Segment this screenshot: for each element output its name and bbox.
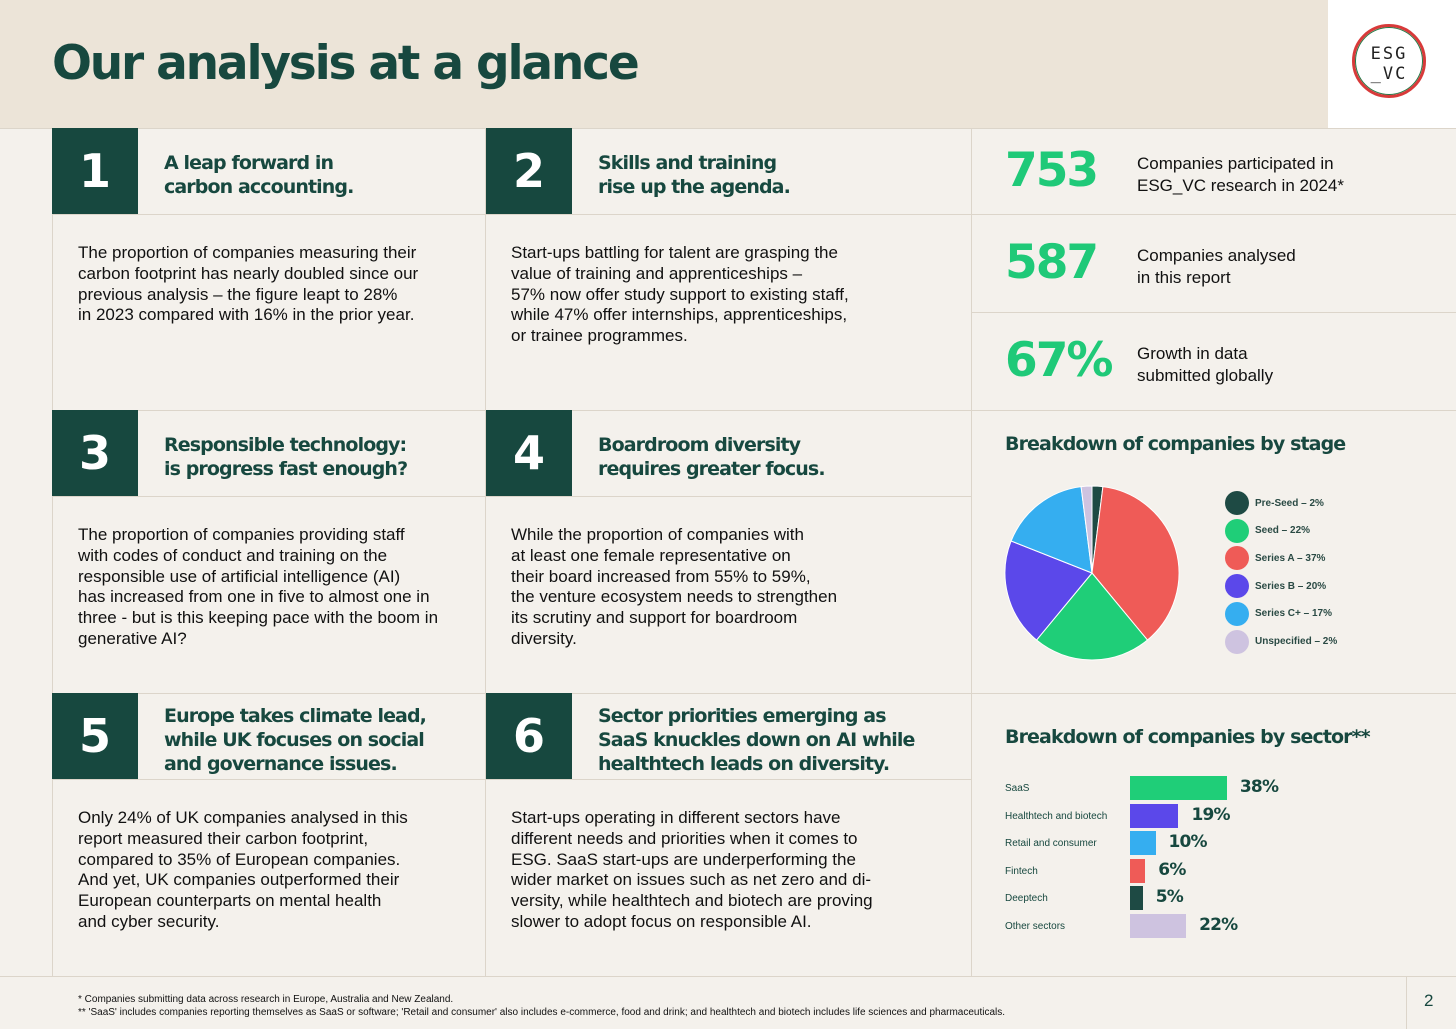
- finding-heading-3: [164, 433, 407, 481]
- finding-number-3: 3: [52, 410, 138, 496]
- finding-body-4: While the proportion of companies with at least one female representative on their board increased from 55% to 59%, the venture ecosystem needs to strengthen its scrutiny and support for boardroom diversity.: [511, 525, 838, 648]
- divider: [0, 976, 1456, 977]
- divider: [971, 128, 972, 976]
- bar: [1130, 859, 1145, 883]
- divider: [52, 128, 53, 976]
- divider: [52, 496, 972, 497]
- bar-category-label: Deeptech: [1005, 893, 1048, 904]
- bar-category-label: Retail and consumer: [1005, 838, 1097, 849]
- divider: [972, 312, 1456, 313]
- divider: [1406, 976, 1407, 1029]
- finding-number-4: 4: [486, 410, 572, 496]
- finding-body-2: Start-ups battling for talent are grasping the value of training and apprenticeships – 57% now offer study support to existing staff, while 47% offer internships, apprenticeships, or trainee programmes.: [511, 243, 849, 346]
- bar-chart-title: Breakdown of companies by sector**: [1005, 726, 1370, 748]
- finding-heading-1: [164, 151, 353, 199]
- bar: [1130, 914, 1186, 938]
- legend-swatch: [1225, 491, 1249, 515]
- bar-value-label: 22%: [1199, 914, 1238, 935]
- legend-swatch: [1225, 519, 1249, 543]
- finding-number-1: 1: [52, 128, 138, 214]
- finding-body-5: Only 24% of UK companies analysed in this report measured their carbon footprint, compared to 35% of European companies. And yet, UK companies outperformed their European counterparts on mental health and cyber security.: [78, 808, 408, 931]
- footnote: ** 'SaaS' includes companies reporting themselves as SaaS or software; 'Retail and consumer' also includes e-commerce, food and drink; and healthtech and biotech includes life sciences and pharmaceuticals.: [78, 1007, 1006, 1018]
- finding-number-2: 2: [486, 128, 572, 214]
- bar: [1130, 804, 1178, 828]
- finding-heading-line: rise up the agenda.: [598, 176, 790, 198]
- stage-pie-chart: [1000, 481, 1184, 665]
- legend-item: [1225, 491, 1324, 515]
- legend-label: Seed – 22%: [1255, 525, 1311, 537]
- bar-value-label: 6%: [1158, 859, 1186, 880]
- finding-heading-6: [598, 704, 914, 776]
- logo-text-top: ESG: [1370, 44, 1408, 64]
- finding-number-6: 6: [486, 693, 572, 779]
- stat-label: Companies analysed in this report: [1137, 246, 1296, 287]
- bar-category-label: Healthtech and biotech: [1005, 810, 1108, 822]
- stat-value: 587: [1005, 235, 1098, 290]
- legend-label: Series A – 37%: [1255, 552, 1326, 564]
- legend-swatch: [1225, 602, 1249, 626]
- logo-text-bottom: _VC: [1370, 64, 1408, 84]
- finding-heading-line: A leap forward in: [164, 152, 334, 174]
- legend-item: [1225, 602, 1332, 626]
- bar-category-label: SaaS: [1005, 783, 1030, 794]
- finding-heading-line: Responsible technology:: [164, 434, 407, 456]
- finding-heading-5: [164, 704, 426, 776]
- legend-swatch: [1225, 546, 1249, 570]
- logo-text: [1352, 44, 1426, 84]
- legend-item: [1225, 546, 1325, 570]
- legend-label: Series B – 20%: [1255, 580, 1327, 592]
- page-title: Our analysis at a glance: [52, 36, 638, 91]
- divider: [0, 128, 1456, 129]
- bar-category-label: Other sectors: [1005, 920, 1066, 932]
- finding-heading-line: while UK focuses on social: [164, 729, 424, 751]
- finding-heading-2: [598, 151, 790, 199]
- finding-heading-4: [598, 433, 825, 481]
- divider: [485, 128, 486, 976]
- divider: [52, 410, 1456, 411]
- finding-number-5: 5: [52, 693, 138, 779]
- bar-value-label: 19%: [1191, 804, 1230, 825]
- stat-value: 67%: [1005, 333, 1112, 388]
- stat-value: 753: [1005, 143, 1098, 198]
- finding-heading-line: requires greater focus.: [598, 458, 825, 480]
- bar: [1130, 831, 1156, 855]
- legend-swatch: [1225, 574, 1249, 598]
- footnote: * Companies submitting data across research in Europe, Australia and New Zealand.: [78, 994, 454, 1005]
- stat-label: Companies participated in ESG_VC research in 2024*: [1137, 154, 1344, 195]
- finding-heading-line: Skills and training: [598, 152, 777, 174]
- bar-category-label: Fintech: [1005, 865, 1038, 877]
- legend-item: [1225, 519, 1310, 543]
- bar-value-label: 10%: [1168, 832, 1207, 852]
- pie-legend: [1225, 491, 1425, 661]
- finding-body-6: Start-ups operating in different sectors have different needs and priorities when it comes to ESG. SaaS start-ups are underperforming the wider market on issues such as net zero and di- versity, while healthtech and biotech are proving slower to adopt focus on responsible AI.: [511, 808, 873, 931]
- finding-heading-line: carbon accounting.: [164, 176, 354, 198]
- pie-chart-title: Breakdown of companies by stage: [1005, 433, 1346, 455]
- finding-heading-line: and governance issues.: [164, 753, 397, 775]
- divider: [52, 779, 972, 780]
- bar: [1130, 776, 1227, 800]
- legend-label: Unspecified – 2%: [1255, 636, 1338, 647]
- finding-heading-line: healthtech leads on diversity.: [598, 753, 890, 775]
- stat-label: Growth in data submitted globally: [1137, 344, 1274, 385]
- bar-value-label: 38%: [1239, 777, 1279, 797]
- finding-heading-line: SaaS knuckles down on AI while: [598, 729, 915, 751]
- divider: [52, 214, 1456, 215]
- finding-heading-line: is progress fast enough?: [164, 458, 408, 480]
- finding-heading-line: Sector priorities emerging as: [598, 705, 886, 727]
- finding-body-1: The proportion of companies measuring their carbon footprint has nearly doubled since our previous analysis – the figure leapt to 28% in 2023 compared with 16% in the prior year.: [78, 243, 419, 325]
- legend-label: Series C+ – 17%: [1255, 608, 1332, 620]
- bar-value-label: 5%: [1155, 887, 1184, 907]
- finding-heading-line: Boardroom diversity: [598, 434, 801, 456]
- divider: [52, 693, 1456, 694]
- bar: [1130, 886, 1143, 910]
- finding-body-3: The proportion of companies providing staff with codes of conduct and training on the responsible use of artificial intelligence (AI) has increased from one in five to almost one in three - but is this keeping pace with the boom in generative AI?: [78, 525, 439, 648]
- page-number: 2: [1424, 991, 1434, 1010]
- legend-label: Pre-Seed – 2%: [1255, 497, 1324, 509]
- legend-swatch: [1225, 630, 1249, 654]
- legend-item: [1225, 574, 1326, 598]
- sector-bar-chart: [1005, 776, 1445, 946]
- finding-heading-line: Europe takes climate lead,: [164, 705, 426, 727]
- legend-item: [1225, 630, 1337, 654]
